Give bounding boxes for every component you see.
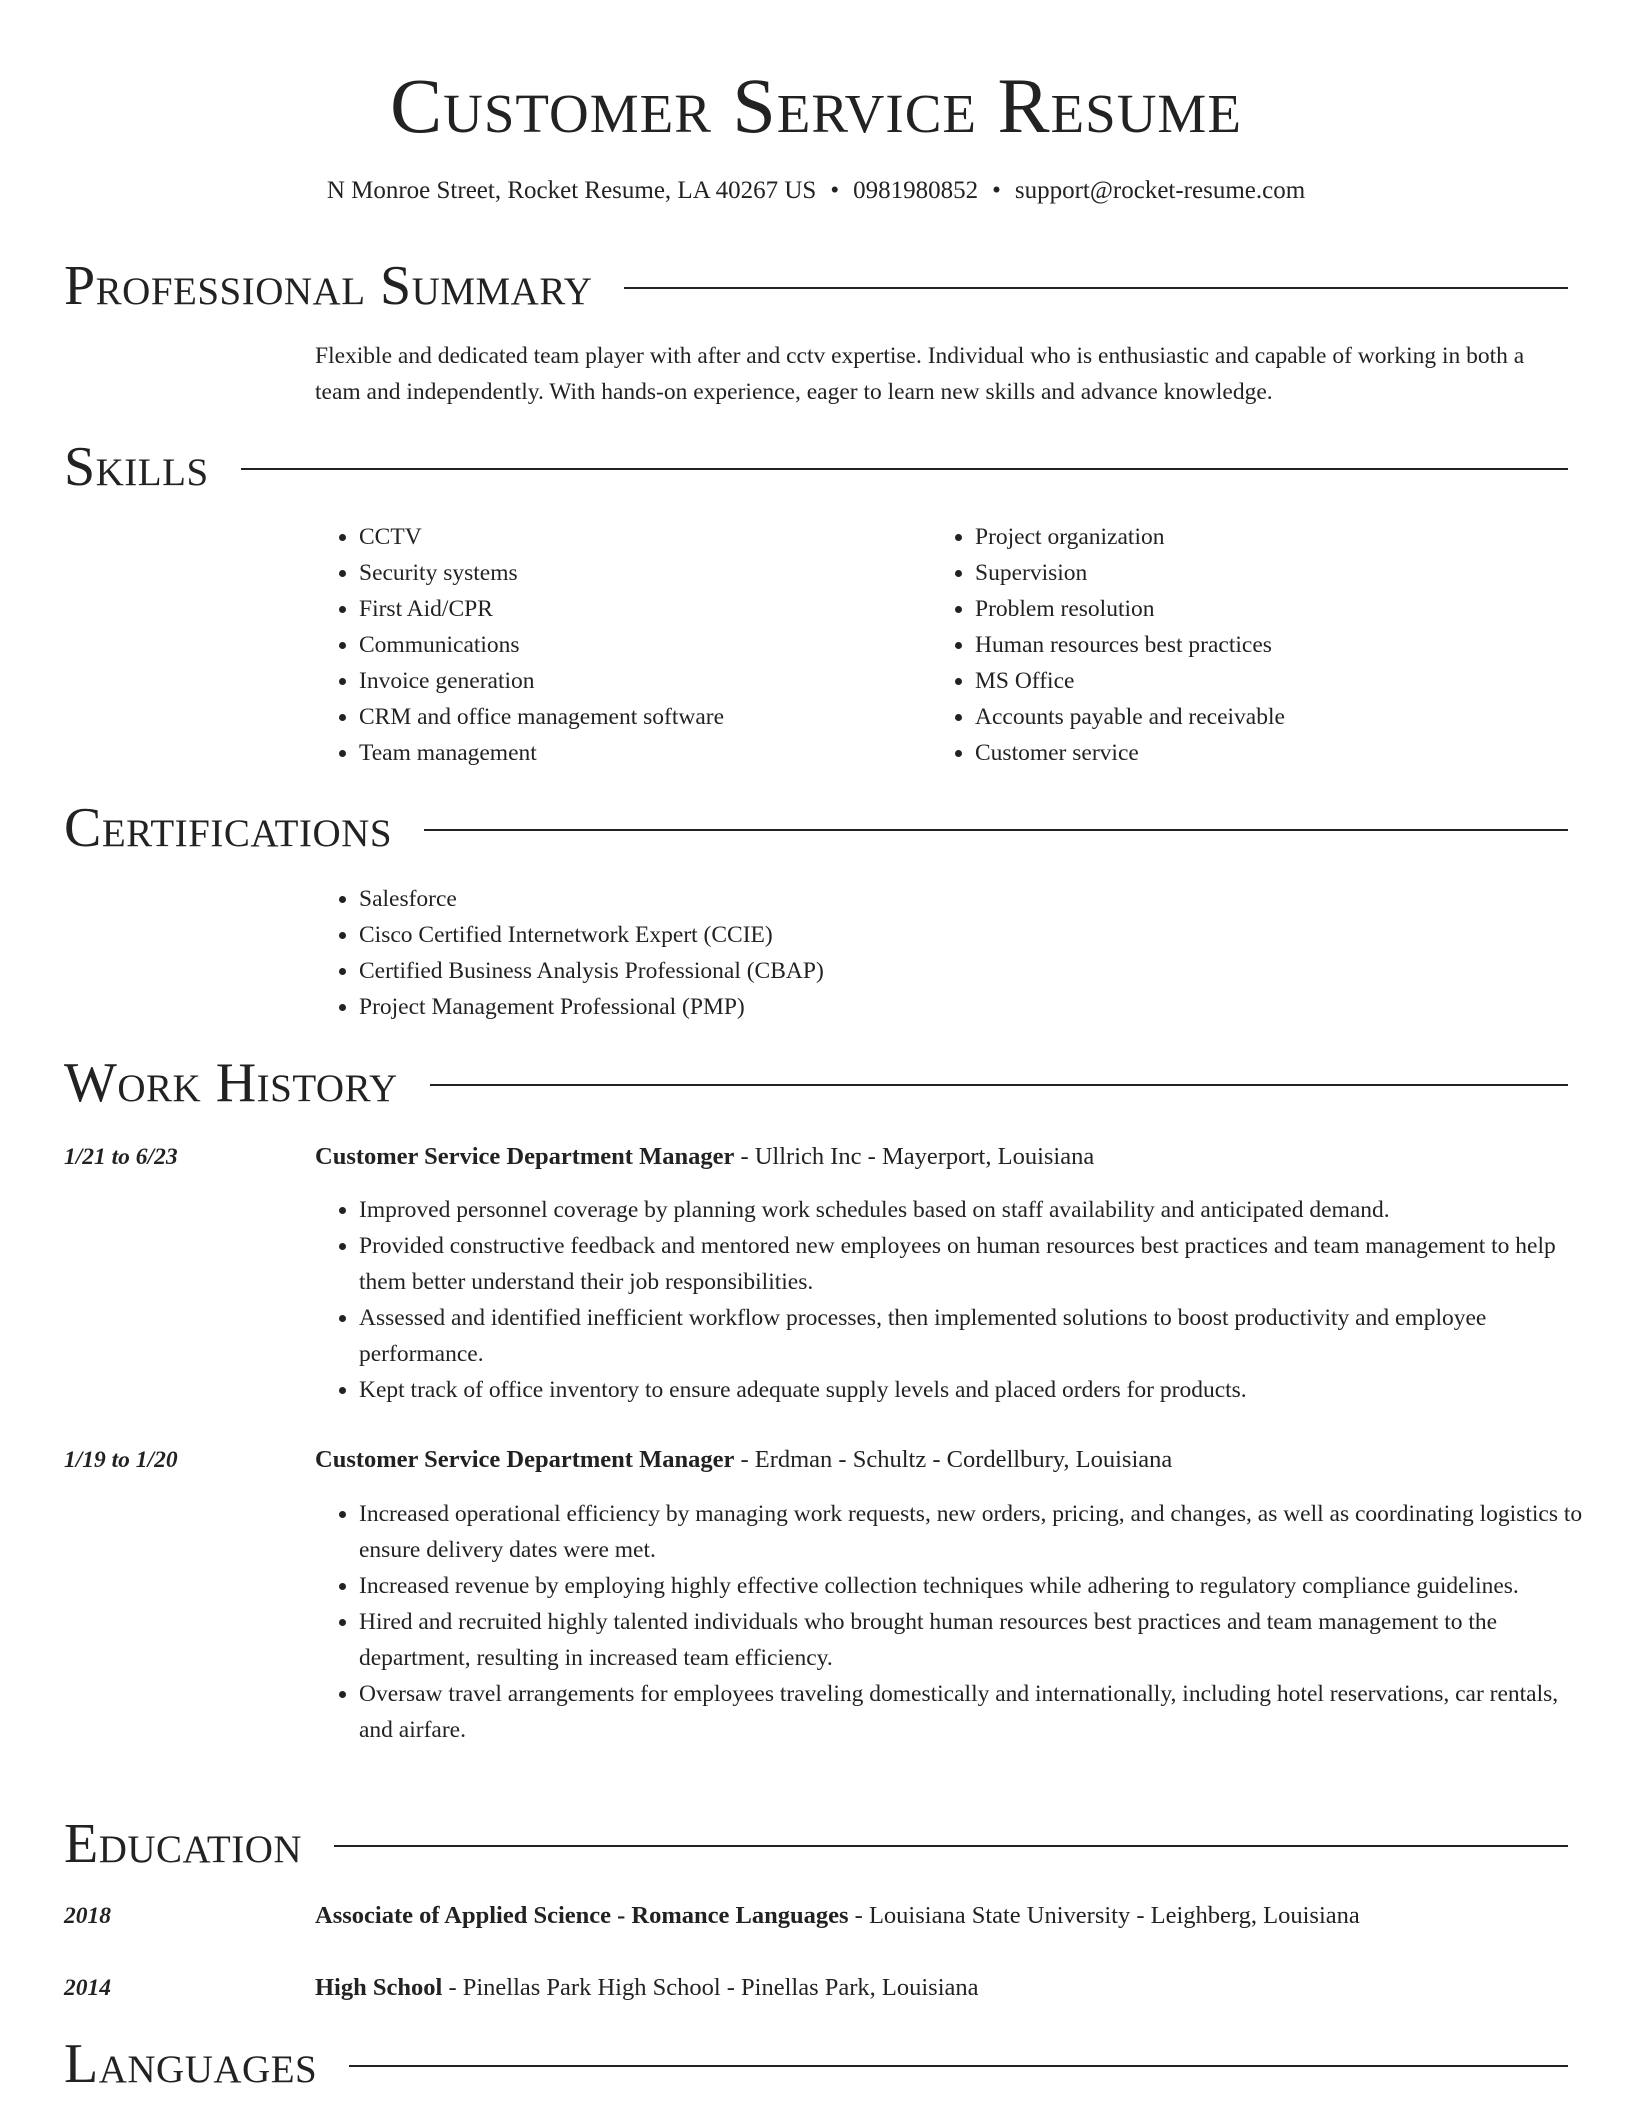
job-heading [315, 1443, 1568, 1477]
summary-text: Flexible and dedicated team player with after and cctv expertise. Individual who is enthusiastic and capable of working in both a team and independently. With hands-on experience, eager to learn new skills and advance knowledge. [315, 343, 1525, 405]
section-divider [241, 468, 1568, 470]
contact-phone: 0981980852 [853, 177, 979, 204]
section-divider [349, 2065, 1568, 2067]
certification-item: • Cisco Certified Internetwork Expert (CCIE) [359, 917, 1259, 953]
job-bullet: • Oversaw travel arrangements for employees traveling domestically and internationally, including hotel reservations, car rentals, and airfare. [359, 1676, 1584, 1748]
contact-separator: • [830, 177, 840, 204]
job-heading [315, 1140, 1568, 1174]
section-divider [624, 287, 1568, 289]
job-employer: - Ullrich Inc - Mayerport, Louisiana [734, 1143, 1095, 1170]
section-title: Skills [64, 436, 209, 498]
job-bullet: • Improved personnel coverage by planning work schedules based on staff availability and anticipated demand. [359, 1192, 1584, 1228]
education-school: - Pinellas Park High School - Pinellas Park, Louisiana [442, 1974, 979, 2001]
section-heading-work-history [64, 1051, 1568, 1115]
contact-separator: • [992, 177, 1001, 204]
job-bullets [315, 1496, 1584, 1748]
section-heading-education [64, 1812, 1568, 1876]
job-bullets [315, 1192, 1584, 1408]
section-heading-summary [64, 254, 1568, 318]
certifications-list [315, 881, 1259, 1025]
section-title: Languages [64, 2033, 318, 2095]
education-entry [315, 1899, 1568, 1933]
contact-line [0, 174, 1632, 208]
skill-item: • CCTV [359, 519, 939, 555]
job-bullet: • Kept track of office inventory to ensure adequate supply levels and placed orders for products. [359, 1372, 1584, 1408]
job-bullet: • Provided constructive feedback and mentored new employees on human resources best practices and team management to help them better understand their job responsibilities. [359, 1228, 1584, 1300]
job-title: Customer Service Department Manager [315, 1446, 735, 1473]
resume-title: Customer Service Resume [390, 62, 1242, 149]
certification-item: • Certified Business Analysis Professional (CBAP) [359, 953, 1259, 989]
certification-item: • Salesforce [359, 881, 1259, 917]
skill-item: • First Aid/CPR [359, 591, 939, 627]
skills-column-1 [315, 519, 939, 771]
section-title: Professional Summary [64, 255, 593, 317]
skill-item: • Communications [359, 627, 939, 663]
skill-item: • Supervision [975, 555, 1595, 591]
skill-item: • Invoice generation [359, 663, 939, 699]
education-entry [315, 1971, 1568, 2005]
job-bullet: • Increased revenue by employing highly effective collection techniques while adhering to regulatory compliance guidelines. [359, 1568, 1584, 1604]
job-employer: - Erdman - Schultz - Cordellbury, Louisiana [734, 1446, 1173, 1473]
section-heading-certifications [64, 796, 1568, 860]
certification-item: • Project Management Professional (PMP) [359, 989, 1259, 1025]
job-title: Customer Service Department Manager [315, 1143, 735, 1170]
contact-email: support@rocket-resume.com [1014, 177, 1306, 204]
skill-item: • Accounts payable and receivable [975, 699, 1595, 735]
section-divider [424, 829, 1568, 831]
section-title: Certifications [64, 797, 393, 859]
skills-column-2 [931, 519, 1595, 771]
job-dates: 1/21 to 6/23 [64, 1144, 178, 1170]
skill-item: • Project organization [975, 519, 1595, 555]
education-year: 2018 [64, 1903, 111, 1929]
job-bullet: • Hired and recruited highly talented individuals who brought human resources best practices and team management to the department, resulting in increased team efficiency. [359, 1604, 1584, 1676]
skill-item: • Security systems [359, 555, 939, 591]
contact-address: N Monroe Street, Rocket Resume, LA 40267 US [326, 177, 817, 204]
section-divider [334, 1845, 1568, 1847]
skill-item: • CRM and office management software [359, 699, 939, 735]
job-dates: 1/19 to 1/20 [64, 1447, 178, 1473]
job-bullet: • Assessed and identified inefficient workflow processes, then implemented solutions to boost productivity and employee performance. [359, 1300, 1584, 1372]
skill-item: • MS Office [975, 663, 1595, 699]
education-school: - Louisiana State University - Leighberg, Louisiana [848, 1902, 1360, 1929]
section-title: Education [64, 1813, 303, 1875]
section-title: Work History [64, 1052, 398, 1114]
section-heading-languages [64, 2032, 1568, 2096]
section-divider [430, 1084, 1568, 1086]
skill-item: • Team management [359, 735, 939, 771]
education-degree: Associate of Applied Science - Romance Languages [315, 1902, 849, 1929]
education-year: 2014 [64, 1975, 111, 2001]
skill-item: • Problem resolution [975, 591, 1595, 627]
skill-item: • Customer service [975, 735, 1595, 771]
skill-item: • Human resources best practices [975, 627, 1595, 663]
education-degree: High School [315, 1974, 443, 2001]
job-bullet: • Increased operational efficiency by managing work requests, new orders, pricing, and changes, as well as coordinating logistics to ensure delivery dates were met. [359, 1496, 1584, 1568]
section-heading-skills [64, 435, 1568, 499]
